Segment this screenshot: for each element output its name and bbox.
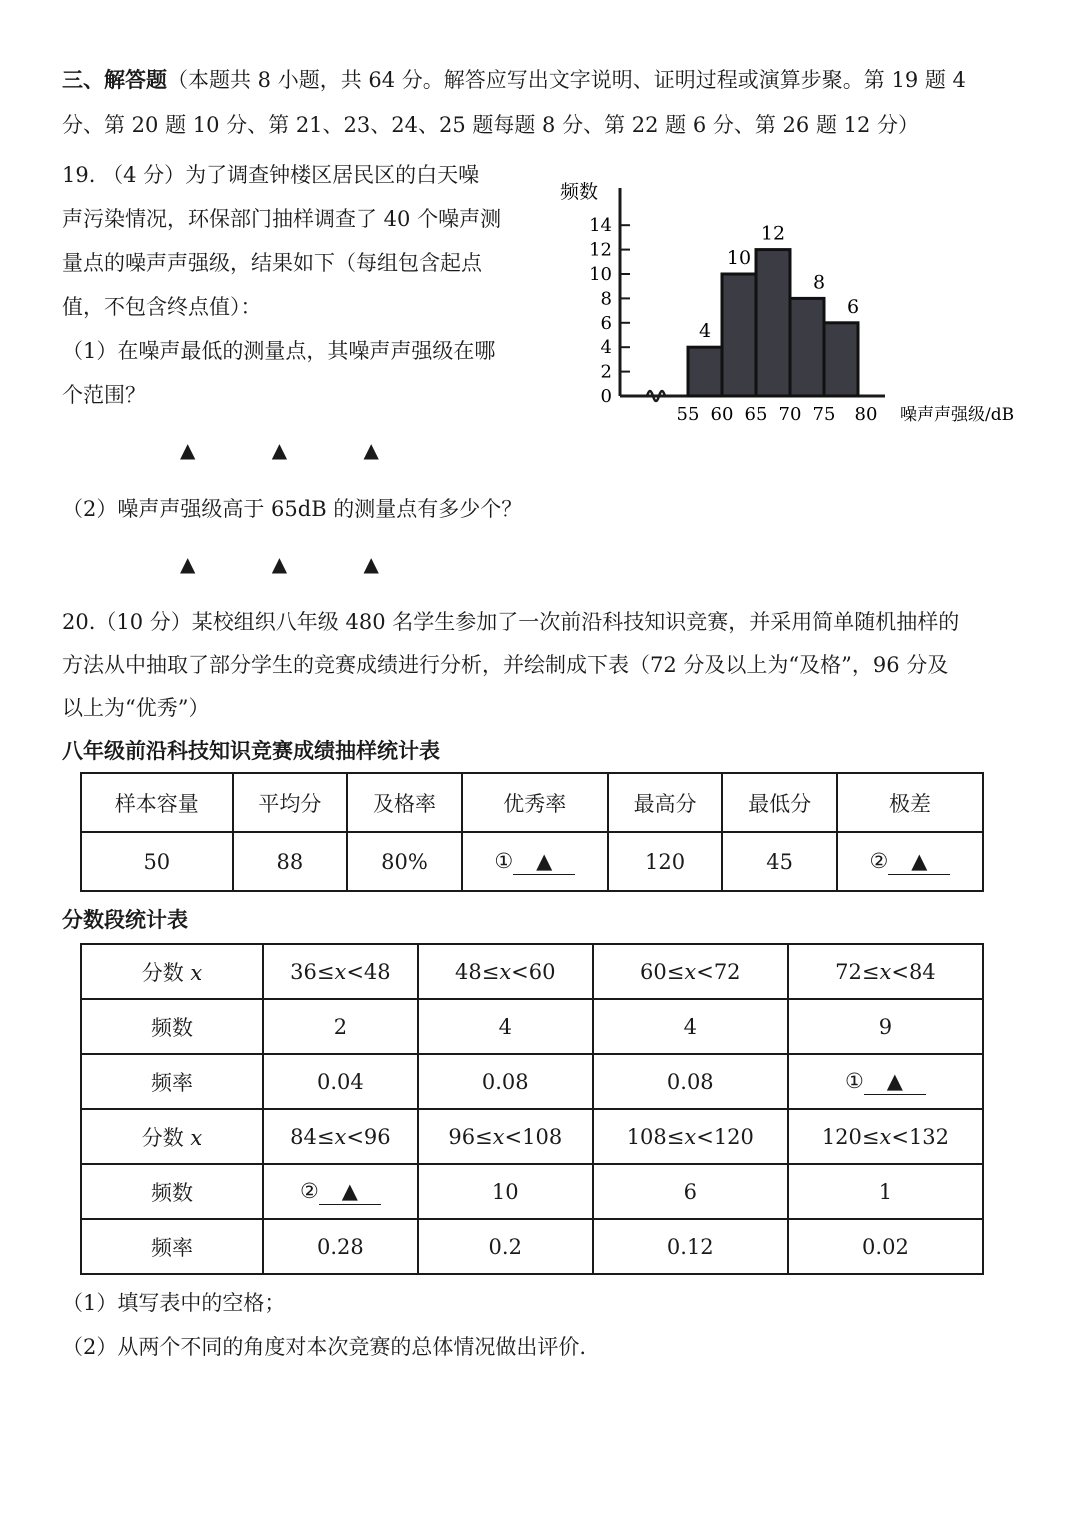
y-tick-label: 2	[600, 361, 612, 383]
table-cell: 10	[418, 1164, 593, 1219]
table-header-cell: 平均分	[233, 773, 348, 832]
answer-blank[interactable]: ▲	[513, 848, 575, 875]
table-cell: 0.28	[263, 1219, 418, 1274]
blank-number: ②	[869, 849, 889, 873]
table-header-cell: 及格率	[347, 773, 462, 832]
bar-value-label: 8	[812, 271, 826, 294]
table-row	[81, 1219, 983, 1274]
table-cell: 0.08	[418, 1054, 593, 1109]
table-cell: 88	[233, 832, 348, 891]
bar-value-label: 6	[846, 295, 860, 318]
q19-answer-marks-1	[180, 438, 379, 462]
range-cell: 72≤x<84	[788, 944, 983, 999]
histogram-bar	[824, 323, 858, 396]
blank-number: ①	[845, 1069, 864, 1093]
q20-part1: （1）填写表中的空格；	[62, 1291, 286, 1315]
y-tick-label: 14	[589, 215, 612, 237]
score-range-table	[80, 943, 984, 1275]
table-cell: 50	[81, 832, 233, 891]
table-row	[81, 1054, 983, 1109]
section-heading	[62, 58, 966, 102]
y-tick-label: 6	[600, 312, 612, 334]
table-row	[81, 999, 983, 1054]
table-cell: 0.12	[593, 1219, 788, 1274]
x-tick-label: 70	[778, 404, 802, 425]
table-header-cell: 最高分	[608, 773, 723, 832]
table-cell: 6	[593, 1164, 788, 1219]
bar-value-label: 10	[726, 247, 752, 269]
table-cell-blank	[788, 1054, 983, 1109]
section-intro-line2: 分、第 20 题 10 分、第 21、23、24、25 题每题 8 分、第 22 题 6 分、第 26 题 12 分）	[62, 113, 920, 137]
q19-line2: 声污染情况，环保部门抽样调查了 40 个噪声测	[62, 207, 502, 231]
row-label: 频数	[81, 999, 263, 1054]
table-cell: 0.08	[593, 1054, 788, 1109]
answer-mark: ▲	[271, 552, 288, 576]
y-axis-label: 频数	[560, 181, 599, 203]
x-axis-label: 噪声声强级/dB	[900, 405, 1015, 425]
range-cell: 108≤x<120	[593, 1109, 788, 1164]
range-cell: 48≤x<60	[418, 944, 593, 999]
y-tick-label: 10	[589, 264, 612, 285]
x-tick-label: 75	[812, 404, 836, 425]
bar-value-label: 4	[698, 320, 712, 343]
table-cell: 120	[608, 832, 723, 891]
stats-table	[80, 772, 984, 892]
answer-blank[interactable]: ▲	[864, 1068, 926, 1095]
x-tick-label: 65	[744, 404, 768, 425]
table-cell: 1	[788, 1164, 983, 1219]
table-cell-blank	[462, 832, 608, 891]
range-cell: 60≤x<72	[593, 944, 788, 999]
table-cell: 2	[263, 999, 418, 1054]
table-row	[81, 1109, 983, 1164]
row-label: 频率	[81, 1054, 263, 1109]
table-row	[81, 1164, 983, 1219]
blank-number: ①	[494, 849, 514, 873]
range-cell: 36≤x<48	[263, 944, 418, 999]
answer-blank[interactable]: ▲	[319, 1178, 381, 1205]
q19-line1: 19. （4 分）为了调查钟楼区居民区的白天噪	[62, 163, 480, 187]
table-cell: 4	[418, 999, 593, 1054]
table-cell: 4	[593, 999, 788, 1054]
x-tick-label: 80	[854, 404, 878, 425]
table-row	[81, 944, 983, 999]
table-header-cell: 极差	[837, 773, 983, 832]
q19-part1-line2: 个范围？	[62, 383, 146, 407]
x-tick-label: 55	[676, 404, 700, 425]
section-intro-line1: （本题共 8 小题，共 64 分。解答应写出文字说明、证明过程或演算步聚。第 19 题 4	[167, 68, 966, 92]
q19-part1-line1: （1）在噪声最低的测量点，其噪声声强级在哪	[62, 339, 496, 363]
table-cell: 9	[788, 999, 983, 1054]
table1-title: 八年级前沿科技知识竞赛成绩抽样统计表	[62, 738, 440, 763]
y-tick-label: 12	[589, 239, 612, 261]
table-cell-blank	[837, 832, 983, 891]
q20-line1: 20.（10 分）某校组织八年级 480 名学生参加了一次前沿科技知识竞赛，并采用简单随机抽样的	[62, 610, 960, 634]
table-row	[81, 773, 983, 832]
bar-value-label: 12	[760, 222, 786, 245]
histogram-bar	[722, 274, 756, 396]
table-cell: 0.02	[788, 1219, 983, 1274]
q20-line2: 方法从中抽取了部分学生的竞赛成绩进行分析，并绘制成下表（72 分及以上为“及格”，96 分及	[62, 653, 949, 677]
table-cell: 45	[722, 832, 837, 891]
table-cell: 0.04	[263, 1054, 418, 1109]
row-label: 频数	[81, 1164, 263, 1219]
table2-title: 分数段统计表	[62, 907, 188, 932]
answer-mark: ▲	[363, 552, 379, 576]
row-label: 分数 x	[81, 944, 263, 999]
table-header-cell: 最低分	[722, 773, 837, 832]
y-tick-label: 4	[600, 337, 612, 359]
blank-number: ②	[299, 1179, 319, 1203]
q20-part2: （2）从两个不同的角度对本次竞赛的总体情况做出评价.	[62, 1335, 587, 1359]
q19-line4: 值，不包含终点值）：	[62, 295, 262, 319]
histogram-bar	[688, 347, 722, 396]
noise-histogram	[550, 168, 1030, 438]
row-label: 频率	[81, 1219, 263, 1274]
q19-part2: （2）噪声声强级高于 65dB 的测量点有多少个？	[62, 497, 523, 521]
q19-line3: 量点的噪声声强级，结果如下（每组包含起点	[62, 251, 482, 275]
answer-mark: ▲	[180, 438, 196, 462]
range-cell: 84≤x<96	[263, 1109, 418, 1164]
histogram-bar	[756, 250, 790, 396]
row-label: 分数 x	[81, 1109, 263, 1164]
range-cell: 120≤x<132	[788, 1109, 983, 1164]
table-cell-blank	[263, 1164, 418, 1219]
answer-mark: ▲	[271, 438, 288, 462]
table-row	[81, 832, 983, 891]
range-cell: 96≤x<108	[418, 1109, 593, 1164]
answer-blank[interactable]: ▲	[888, 848, 950, 875]
table-cell: 0.2	[418, 1219, 593, 1274]
histogram-bar	[790, 298, 824, 396]
q20-line3: 以上为“优秀”）	[62, 696, 210, 720]
q19-answer-marks-2	[180, 552, 379, 576]
y-tick-label: 0	[600, 386, 612, 407]
section-title: 三、解答题	[62, 67, 167, 92]
table-header-cell: 样本容量	[81, 773, 233, 832]
x-tick-label: 60	[710, 404, 734, 425]
answer-mark: ▲	[180, 552, 196, 576]
y-tick-label: 8	[600, 288, 612, 310]
table-header-cell: 优秀率	[462, 773, 608, 832]
table-cell: 80%	[347, 832, 462, 891]
answer-mark: ▲	[363, 438, 379, 462]
